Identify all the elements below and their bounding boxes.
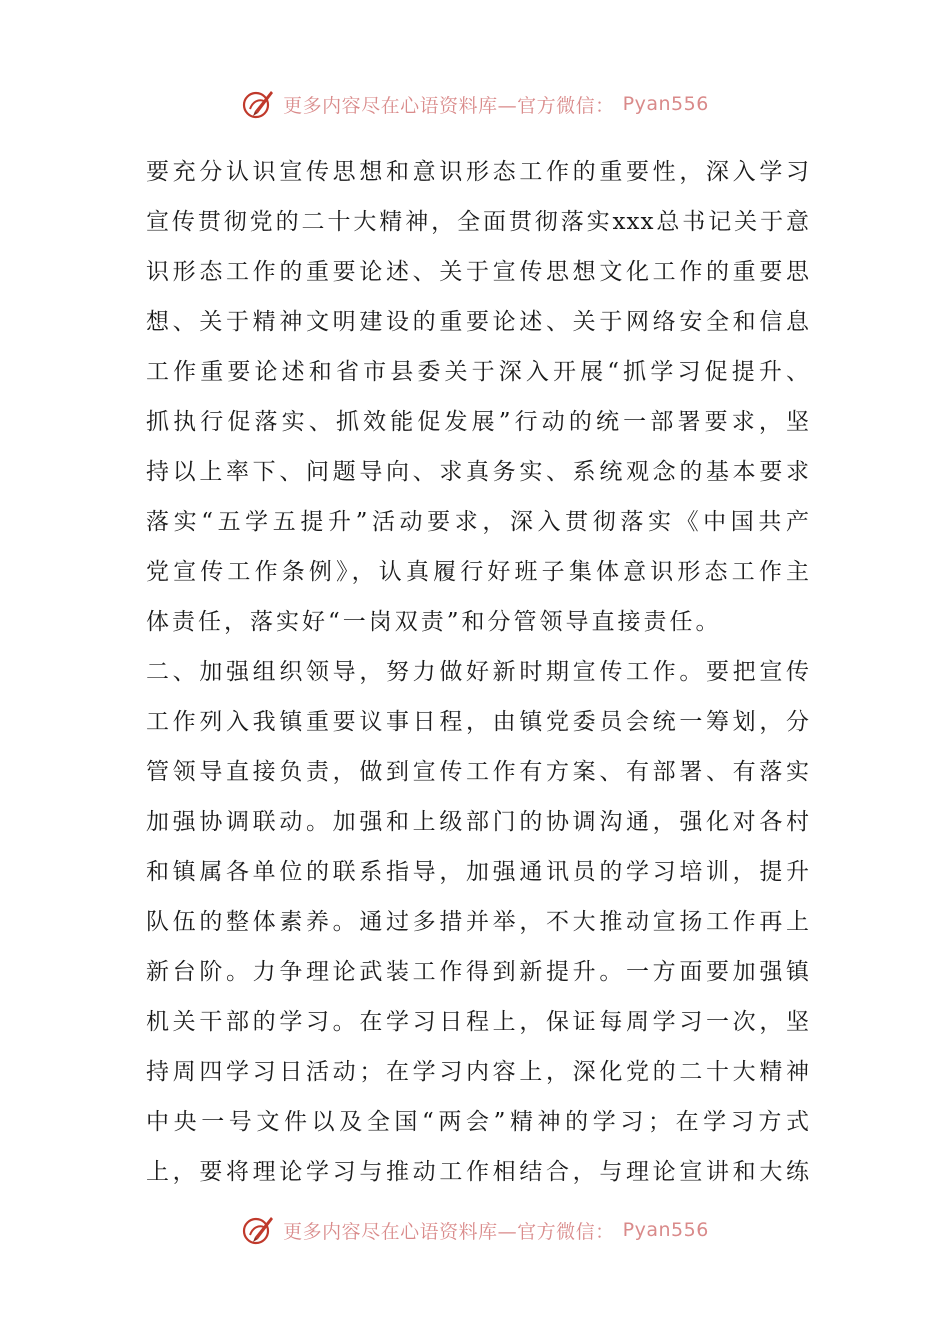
watermark-text: 更多内容尽在心语资料库—官方微信： [283,1220,615,1243]
pen-logo-icon [241,1213,275,1247]
text-line: 识形态工作的重要论述、关于宣传思想文化工作的重要思 [146,259,810,285]
text-line: 党宣传工作条例》，认真履行好班子集体意识形态工作主 [146,559,810,585]
text-line: 抓执行促落实、抓效能促发展”行动的统一部署要求，坚 [146,409,810,435]
text-line: 队伍的整体素养。通过多措并举，不大推动宣扬工作再上 [146,909,810,935]
text-line: 管领导直接负责，做到宣传工作有方案、有部署、有落实 [146,759,810,785]
text-line: 落实“五学五提升”活动要求，深入贯彻落实《中国共产 [146,509,810,535]
text-line: 工作列入我镇重要议事日程，由镇党委员会统一筹划，分 [146,709,810,735]
text-line: 中央一号文件以及全国“两会”精神的学习；在学习方式 [146,1109,810,1135]
text-line: 和镇属各单位的联系指导，加强通讯员的学习培训，提升 [146,859,810,885]
document-body [146,147,810,1197]
text-line: 加强协调联动。加强和上级部门的协调沟通，强化对各村 [146,809,810,835]
watermark-text: 更多内容尽在心语资料库—官方微信： [283,94,615,117]
text-line: 机关干部的学习。在学习日程上，保证每周学习一次，坚 [146,1009,810,1035]
text-line: 新台阶。力争理论武装工作得到新提升。一方面要加强镇 [146,959,810,985]
footer-watermark [0,1210,950,1250]
header-watermark [0,84,950,124]
text-line: 体责任，落实好“一岗双责”和分管领导直接责任。 [146,609,722,635]
watermark-wechat-id: Pyan556 [622,93,709,115]
text-line: 工作重要论述和省市县委关于深入开展“抓学习促提升、 [146,359,810,385]
watermark-wechat-id: Pyan556 [622,1219,709,1241]
text-line: 想、关于精神文明建设的重要论述、关于网络安全和信息 [146,309,810,335]
text-line: 持周四学习日活动；在学习内容上，深化党的二十大精神 [146,1059,810,1085]
pen-logo-icon [241,87,275,121]
text-line: 要充分认识宣传思想和意识形态工作的重要性，深入学习 [146,159,810,185]
text-line: 持以上率下、问题导向、求真务实、系统观念的基本要求 [146,459,810,485]
text-line: 宣传贯彻党的二十大精神，全面贯彻落实xxx总书记关于意 [146,209,810,235]
text-line: 上，要将理论学习与推动工作相结合，与理论宣讲和大练 [146,1159,810,1185]
text-line: 二、加强组织领导，努力做好新时期宣传工作。要把宣传 [146,659,810,685]
